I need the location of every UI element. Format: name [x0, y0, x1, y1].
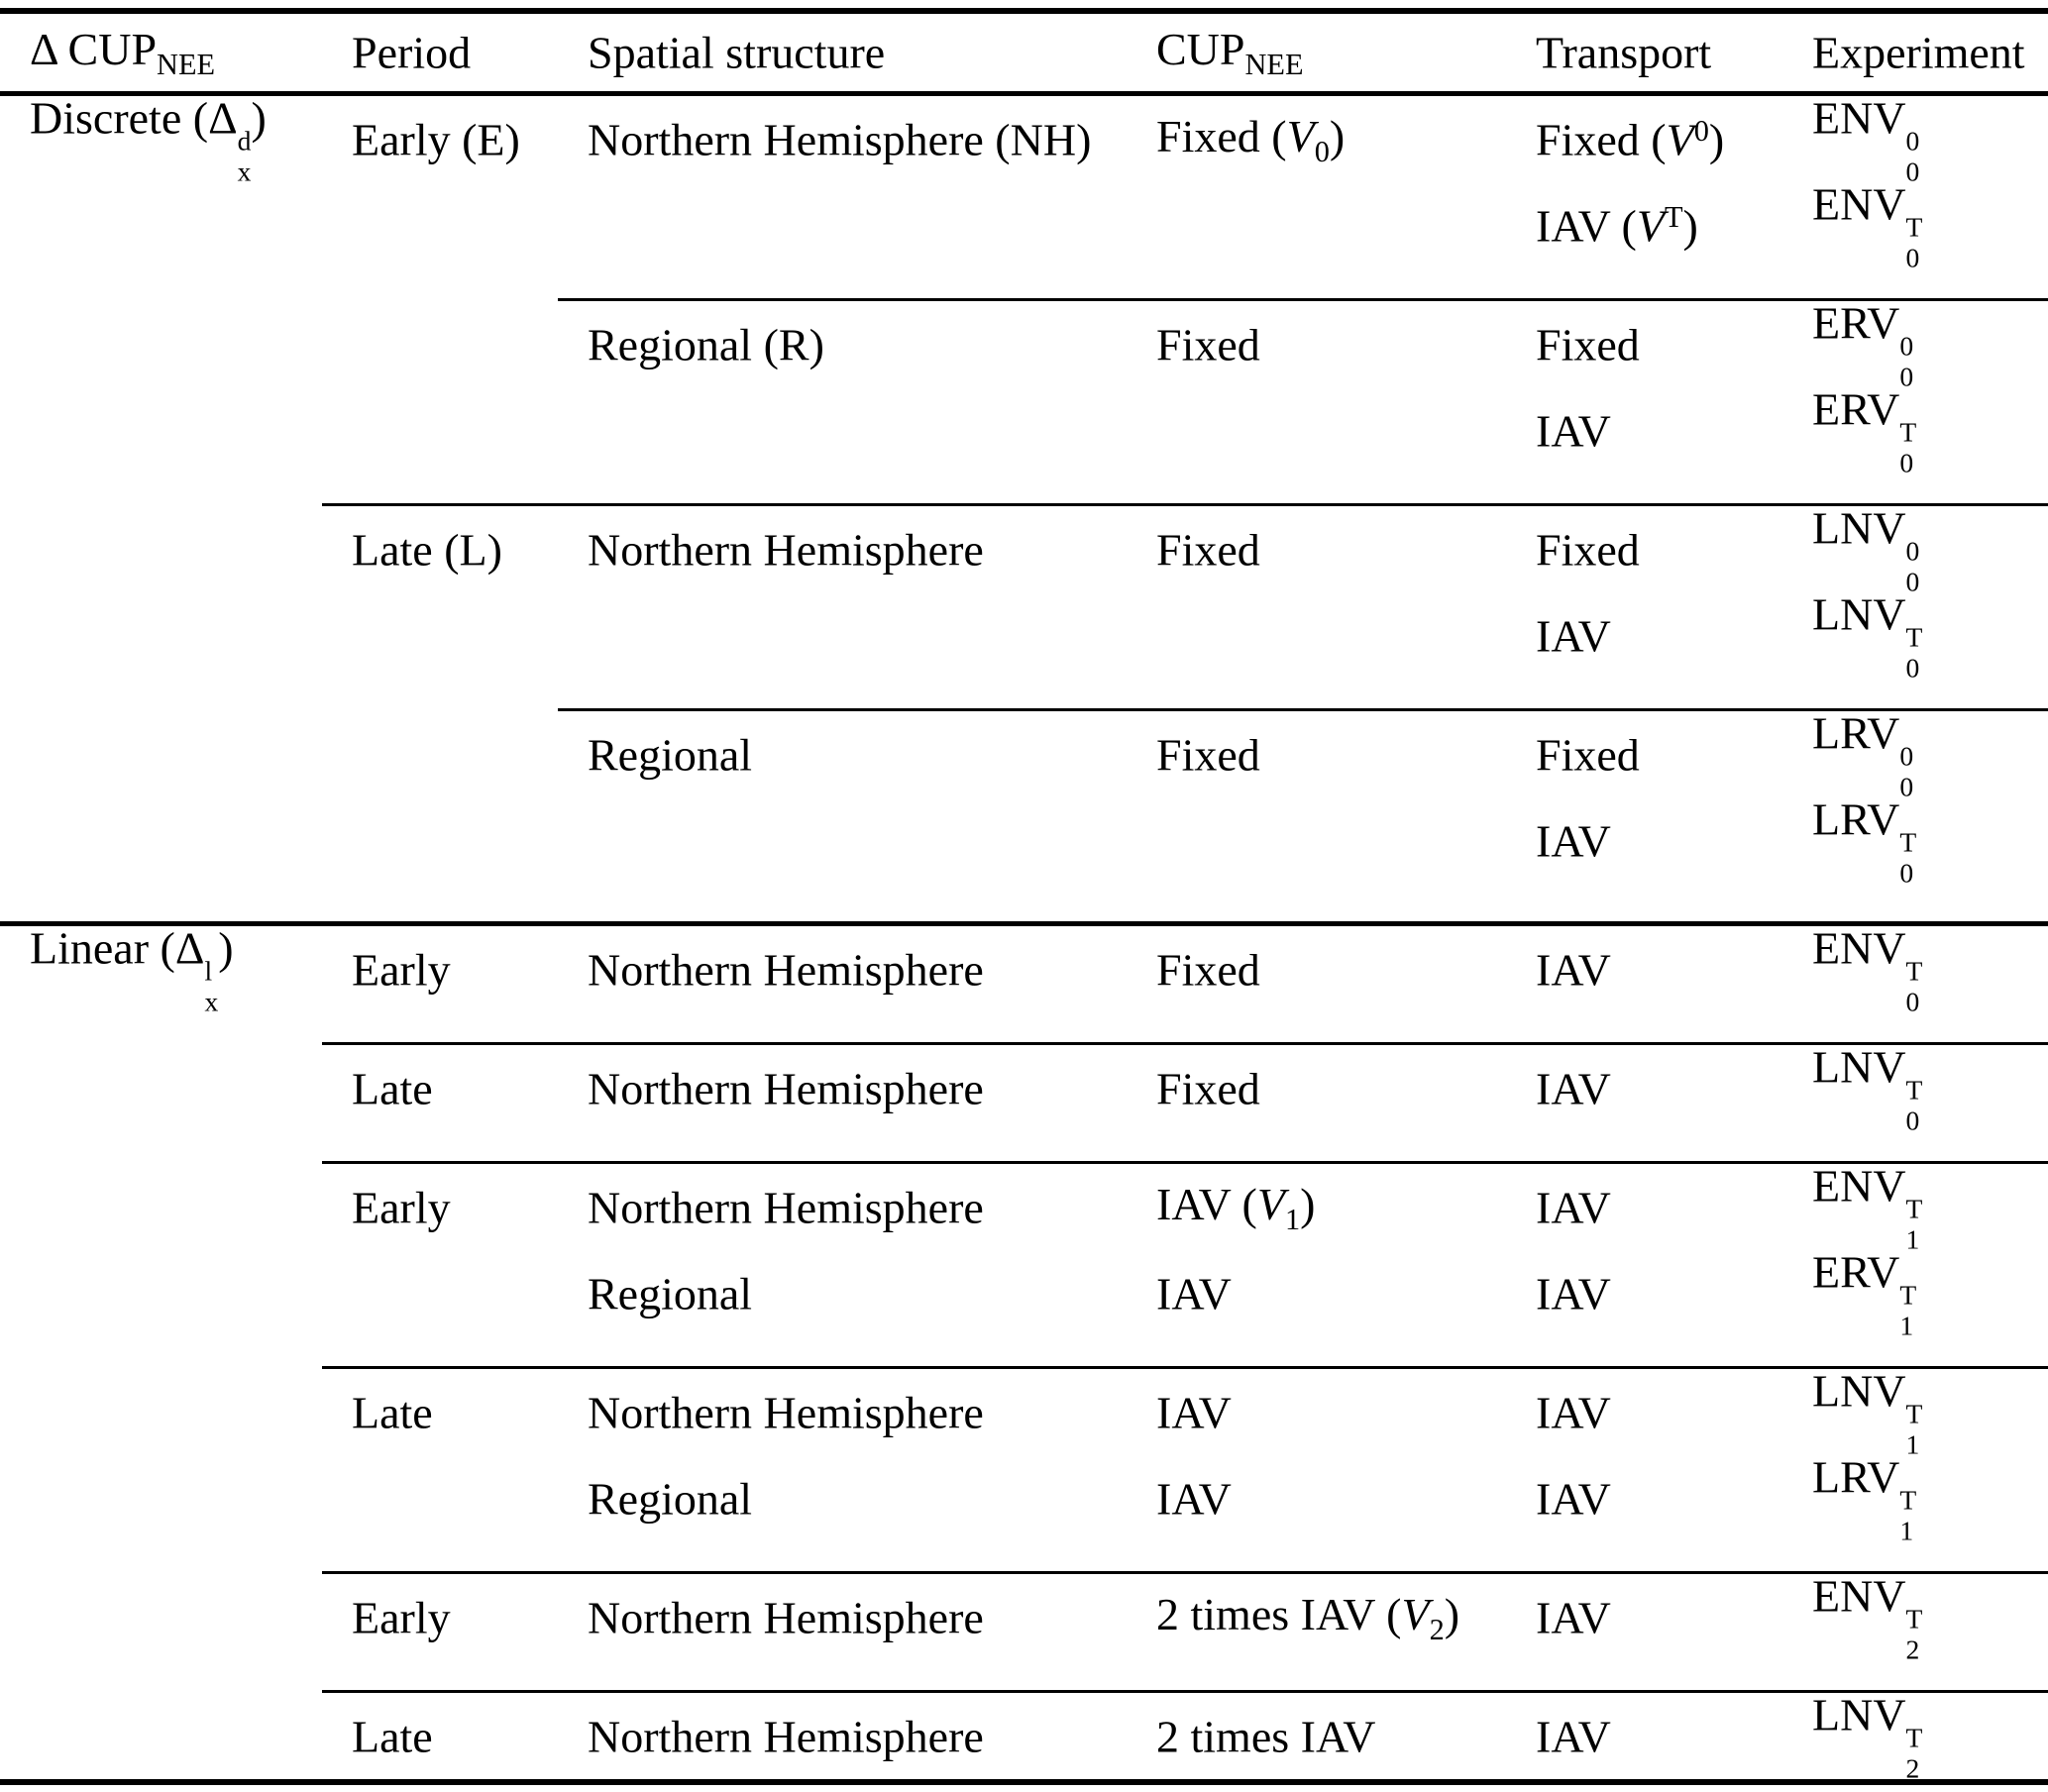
subscript: 0 — [1899, 857, 1914, 889]
stacked-scripts — [204, 956, 218, 1017]
stacked-scripts — [1899, 417, 1916, 478]
italic-variable: V — [1401, 1588, 1430, 1639]
italic-variable: V — [1256, 1178, 1285, 1229]
table-cell: ENV T 0 — [1812, 922, 1923, 1017]
superscript: 0 — [1905, 125, 1920, 157]
table-cell: Discrete (Δ d x ) — [30, 92, 267, 187]
table-cell: Fixed — [1156, 1063, 1260, 1113]
table-cell: LNV T 1 — [1812, 1365, 1923, 1460]
table-cell: IAV $(V_1)$ — [1156, 1178, 1316, 1236]
table-cell: Early (E) — [352, 114, 520, 164]
subscript: 0 — [1905, 652, 1920, 684]
superscript: T — [1905, 1398, 1923, 1429]
superscript: l — [204, 955, 213, 987]
table-cell: Northern Hemisphere — [588, 1182, 984, 1232]
column-header: Experiment — [1812, 27, 2025, 78]
table-cell: IAV — [1536, 1182, 1611, 1232]
superscript: T — [1899, 1279, 1917, 1311]
table-cell: IAV — [1536, 1473, 1611, 1524]
table-cell: Late — [352, 1711, 433, 1761]
table-row — [0, 502, 2048, 597]
stacked-scripts — [1906, 212, 1923, 273]
table-cell: ENV T 1 — [1812, 1160, 1923, 1255]
stacked-scripts — [1906, 622, 1923, 684]
italic-variable: V — [1666, 114, 1694, 164]
table-cell: 2 times IAV $(V_2)$ — [1156, 1588, 1460, 1646]
superscript: d — [237, 125, 252, 157]
table-row — [0, 707, 2048, 802]
subscript: 2 — [1429, 1612, 1445, 1646]
stacked-scripts — [1899, 827, 1916, 889]
column-header: Transport — [1536, 27, 1712, 78]
table-cell: Early — [352, 944, 451, 995]
table-cell: ERV 0 0 — [1812, 297, 1914, 392]
table-cell: ERV T 0 — [1812, 383, 1917, 478]
table-cell: IAV — [1536, 1592, 1611, 1642]
table-cell: LNV T 2 — [1812, 1689, 1923, 1784]
table-cell: ENV 0 0 — [1812, 92, 1920, 187]
page — [0, 8, 2048, 1792]
table-row — [0, 1451, 2048, 1546]
table-row — [0, 588, 2048, 684]
superscript: T — [1664, 199, 1683, 234]
table-row — [0, 1246, 2048, 1341]
table-row — [0, 1041, 2048, 1136]
table-cell: Fixed — [1156, 319, 1260, 369]
superscript: 0 — [1905, 535, 1920, 567]
subscript: 2 — [1905, 1634, 1920, 1665]
subscript: 0 — [1899, 447, 1914, 478]
table-cell: IAV — [1536, 1711, 1611, 1761]
subscript: 0 — [1314, 134, 1330, 168]
subscript: 2 — [1905, 1752, 1920, 1784]
table-cell: ENV T 2 — [1812, 1570, 1923, 1665]
table-row — [0, 178, 2048, 273]
superscript: 0 — [1899, 330, 1914, 362]
experiment-design-table — [0, 8, 2048, 1785]
table-cell: Fixed $(V_0)$ — [1156, 110, 1346, 168]
table-cell: Early — [352, 1592, 451, 1642]
table-row — [0, 383, 2048, 478]
table-cell: Late (L) — [352, 524, 502, 575]
italic-variable: V — [1636, 200, 1665, 251]
table-cell: LNV T 0 — [1812, 588, 1923, 684]
subscript: x — [204, 986, 219, 1017]
table-cell: Fixed — [1536, 524, 1640, 575]
table-cell: Regional — [588, 1473, 753, 1524]
table-cell: LRV T 1 — [1812, 1451, 1917, 1546]
superscript: T — [1905, 1074, 1923, 1106]
subscript: 0 — [1905, 1105, 1920, 1136]
table-cell: IAV — [1536, 405, 1611, 456]
subscript: 0 — [1905, 156, 1920, 187]
table-row — [0, 793, 2048, 889]
table-cell: ENV T 0 — [1812, 178, 1923, 273]
superscript: T — [1905, 1722, 1923, 1753]
subscript: 1 — [1905, 1223, 1920, 1255]
table-cell: Early — [352, 1182, 451, 1232]
table-cell: IAV — [1536, 944, 1611, 995]
table-cell: Linear (Δ l x ) — [30, 922, 234, 1017]
subscript: 1 — [1899, 1515, 1914, 1546]
subscript: 1 — [1905, 1428, 1920, 1460]
table-cell: IAV — [1536, 815, 1611, 866]
stacked-scripts — [1906, 1723, 1923, 1784]
table-row — [0, 1160, 2048, 1255]
table-row — [0, 92, 2048, 187]
column-header: Spatial structure — [588, 27, 886, 78]
table-cell: IAV — [1156, 1473, 1232, 1524]
superscript: T — [1899, 1484, 1917, 1516]
table-cell: Late — [352, 1063, 433, 1113]
stacked-scripts — [238, 126, 252, 187]
superscript: T — [1905, 1193, 1923, 1224]
table-cell: IAV — [1536, 1063, 1611, 1113]
superscript: 0 — [1693, 113, 1709, 148]
table-cell: 2 times IAV — [1156, 1711, 1376, 1761]
table-cell: IAV — [1156, 1268, 1232, 1318]
header-row — [0, 14, 2048, 91]
stacked-scripts — [1899, 1485, 1916, 1546]
table-cell: Fixed — [1156, 944, 1260, 995]
table-row — [0, 297, 2048, 392]
table-row — [0, 1570, 2048, 1665]
table-cell: Fixed — [1156, 524, 1260, 575]
subscript: 0 — [1905, 242, 1920, 273]
table-cell: IAV — [1156, 1387, 1232, 1437]
subscript: 0 — [1899, 771, 1914, 802]
table-cell: IAV — [1536, 1268, 1611, 1318]
stacked-scripts — [1906, 956, 1923, 1017]
table-cell: Fixed — [1156, 729, 1260, 780]
subscript: 1 — [1284, 1202, 1301, 1236]
stacked-scripts — [1906, 1604, 1923, 1665]
table-cell: Regional (R) — [588, 319, 824, 369]
table-cell: IAV — [1536, 1387, 1611, 1437]
superscript: T — [1905, 1603, 1923, 1634]
subscript: 0 — [1905, 566, 1920, 597]
table-cell: Fixed $(V^0)$ — [1536, 113, 1725, 164]
table-cell: LRV 0 0 — [1812, 707, 1914, 802]
table-cell: Regional — [588, 729, 753, 780]
italic-variable: V — [1286, 110, 1315, 161]
subscript: NEE — [157, 47, 216, 81]
superscript: T — [1899, 826, 1917, 858]
table-cell: Northern Hemisphere — [588, 524, 984, 575]
subscript: x — [237, 156, 252, 187]
superscript: T — [1905, 955, 1923, 987]
column-header: Period — [352, 27, 472, 78]
table-cell: ERV T 1 — [1812, 1246, 1917, 1341]
subscript: NEE — [1244, 47, 1304, 81]
subscript: 1 — [1899, 1310, 1914, 1341]
superscript: T — [1905, 621, 1923, 653]
table-cell: Late — [352, 1387, 433, 1437]
table-cell: LNV T 0 — [1812, 1041, 1923, 1136]
table-cell: LRV T 0 — [1812, 793, 1917, 889]
table-cell: Northern Hemisphere (NH) — [588, 114, 1092, 164]
table-cell: Northern Hemisphere — [588, 1592, 984, 1642]
superscript: T — [1905, 211, 1923, 243]
table-cell: Northern Hemisphere — [588, 1387, 984, 1437]
table-cell: IAV $(V^T)$ — [1536, 199, 1698, 251]
table-row — [0, 1689, 2048, 1784]
table-cell: Northern Hemisphere — [588, 1711, 984, 1761]
table-row — [0, 1365, 2048, 1460]
horizontal-rule — [0, 1779, 2048, 1785]
table-cell: LNV 0 0 — [1812, 502, 1920, 597]
table-cell: Fixed — [1536, 729, 1640, 780]
column-header: Δ $CUP_{NEE}$ — [30, 24, 216, 81]
table-row — [0, 922, 2048, 1017]
table-cell: IAV — [1536, 610, 1611, 661]
subscript: 0 — [1899, 361, 1914, 392]
table-cell: Fixed — [1536, 319, 1640, 369]
stacked-scripts — [1906, 1075, 1923, 1136]
table-cell: Northern Hemisphere — [588, 944, 984, 995]
column-header: $CUP_{NEE}$ — [1156, 24, 1304, 81]
subscript: 0 — [1905, 986, 1920, 1017]
table-cell: Regional — [588, 1268, 753, 1318]
superscript: 0 — [1899, 740, 1914, 772]
table-cell: Northern Hemisphere — [588, 1063, 984, 1113]
superscript: T — [1899, 416, 1917, 448]
stacked-scripts — [1899, 1280, 1916, 1341]
